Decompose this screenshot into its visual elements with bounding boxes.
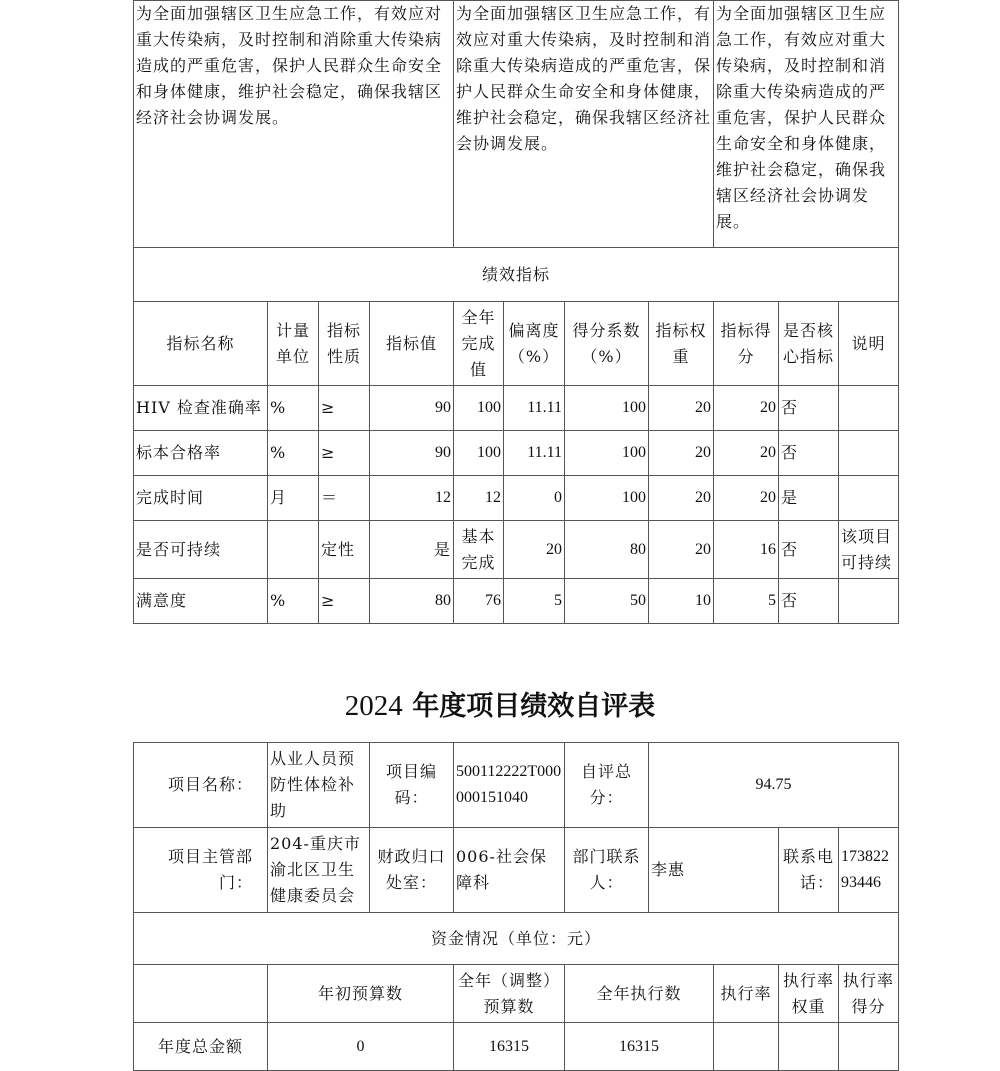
project-info-row — [134, 743, 899, 828]
completion-cell: 为全面加强辖区卫生应急工作，有效应对重大传染病，及时控制和消除重大传染病造成的严重危害，保护人民群众生命安全和身体健康，维护社会稳定，确保我辖区经济社会协调发展。 — [454, 1, 714, 248]
deviation: 11.11 — [504, 386, 565, 431]
title-text: 年度项目绩效自评表 — [402, 691, 656, 722]
coefficient: 100 — [565, 386, 649, 431]
deviation: 20 — [504, 521, 565, 579]
deviation: 0 — [504, 476, 565, 521]
note: 该项目可持续 — [839, 521, 899, 579]
nature: 定性 — [319, 521, 370, 579]
actual-value: 100 — [454, 431, 504, 476]
note — [839, 476, 899, 521]
unit: 月 — [268, 476, 319, 521]
score: 20 — [714, 431, 779, 476]
score: 20 — [714, 476, 779, 521]
contact-label: 部门联系人： — [565, 828, 649, 913]
header-cell: 得分系数（%） — [565, 302, 649, 386]
coefficient: 80 — [565, 521, 649, 579]
actual-value: 12 — [454, 476, 504, 521]
indicator-name: 是否可持续 — [134, 521, 268, 579]
unit — [268, 521, 319, 579]
coefficient: 50 — [565, 579, 649, 624]
header-cell: 年初预算数 — [268, 965, 454, 1023]
actual-value: 76 — [454, 579, 504, 624]
self-evaluation-table — [133, 742, 899, 1071]
note — [839, 386, 899, 431]
adjusted-budget: 16315 — [454, 1023, 565, 1071]
total-label: 年度总金额 — [134, 1023, 268, 1071]
annual-target-cell: 为全面加强辖区卫生应急工作，有效应对重大传染病，及时控制和消除重大传染病造成的严重危害，保护人民群众生命安全和身体健康，维护社会稳定，确保我辖区经济社会协调发展。 — [134, 1, 454, 248]
nature: ≥ — [319, 386, 370, 431]
header-cell: 指标得分 — [714, 302, 779, 386]
actual-value: 100 — [454, 386, 504, 431]
note — [839, 431, 899, 476]
table-row — [134, 386, 899, 431]
deviation: 11.11 — [504, 431, 565, 476]
funds-title: 资金情况（单位：元） — [134, 913, 899, 965]
coefficient: 100 — [565, 431, 649, 476]
note — [839, 579, 899, 624]
score: 5 — [714, 579, 779, 624]
weight: 20 — [649, 521, 714, 579]
phone: 17382293446 — [839, 828, 899, 913]
header-cell: 是否核心指标 — [779, 302, 839, 386]
header-cell: 执行率得分 — [839, 965, 899, 1023]
header-cell: 执行率权重 — [779, 965, 839, 1023]
project-name-label: 项目名称： — [134, 743, 268, 828]
page-title — [0, 684, 1000, 723]
actual-value: 基本完成 — [454, 521, 504, 579]
contact-person: 李惠 — [649, 828, 779, 913]
dept-label: 项目主管部门： — [134, 828, 268, 913]
header-cell: 指标值 — [370, 302, 454, 386]
unit: % — [268, 386, 319, 431]
funds-header-blank — [134, 965, 268, 1023]
project-code: 500112222T000000151040 — [454, 743, 565, 828]
goals-row — [134, 1, 899, 248]
nature: ＝ — [319, 476, 370, 521]
header-cell: 说明 — [839, 302, 899, 386]
self-score: 94.75 — [649, 743, 899, 828]
self-score-label: 自评总分： — [565, 743, 649, 828]
table-row — [134, 521, 899, 579]
core-flag: 否 — [779, 431, 839, 476]
project-name: 从业人员预防性体检补助 — [268, 743, 370, 828]
executed-amount: 16315 — [565, 1023, 714, 1071]
coefficient: 100 — [565, 476, 649, 521]
indicator-name: 满意度 — [134, 579, 268, 624]
table-row — [134, 431, 899, 476]
indicator-name: 完成时间 — [134, 476, 268, 521]
nature: ≥ — [319, 579, 370, 624]
rate-score — [839, 1023, 899, 1071]
perf-section-title: 绩效指标 — [134, 248, 899, 302]
table-row — [134, 1023, 899, 1071]
indicator-name: 标本合格率 — [134, 431, 268, 476]
core-flag: 是 — [779, 476, 839, 521]
weight: 20 — [649, 431, 714, 476]
target-value: 是 — [370, 521, 454, 579]
weight: 20 — [649, 476, 714, 521]
phone-label: 联系电话： — [779, 828, 839, 913]
score: 16 — [714, 521, 779, 579]
header-cell: 指标权重 — [649, 302, 714, 386]
deviation: 5 — [504, 579, 565, 624]
initial-budget: 0 — [268, 1023, 454, 1071]
header-cell: 偏离度（%） — [504, 302, 565, 386]
core-flag: 否 — [779, 521, 839, 579]
funds-header-row — [134, 965, 899, 1023]
header-cell: 全年（调整）预算数 — [454, 965, 565, 1023]
table-row — [134, 476, 899, 521]
nature: ≥ — [319, 431, 370, 476]
target-value: 80 — [370, 579, 454, 624]
header-cell: 执行率 — [714, 965, 779, 1023]
execution-rate — [714, 1023, 779, 1071]
dept: 204-重庆市渝北区卫生健康委员会 — [268, 828, 370, 913]
table-row — [134, 579, 899, 624]
weight: 10 — [649, 579, 714, 624]
project-code-label: 项目编码： — [370, 743, 454, 828]
header-cell: 指标性质 — [319, 302, 370, 386]
unit: % — [268, 579, 319, 624]
weight: 20 — [649, 386, 714, 431]
finance-office: 006-社会保障科 — [454, 828, 565, 913]
unit: % — [268, 431, 319, 476]
perf-header-row — [134, 302, 899, 386]
header-cell: 计量单位 — [268, 302, 319, 386]
score: 20 — [714, 386, 779, 431]
indicator-name: HIV 检查准确率 — [134, 386, 268, 431]
target-value: 12 — [370, 476, 454, 521]
header-cell: 全年完成值 — [454, 302, 504, 386]
header-cell: 全年执行数 — [565, 965, 714, 1023]
header-cell: 指标名称 — [134, 302, 268, 386]
dept-info-row — [134, 828, 899, 913]
deviation-cell: 为全面加强辖区卫生应急工作，有效应对重大传染病，及时控制和消除重大传染病造成的严重危害，保护人民群众生命安全和身体健康，维护社会稳定，确保我辖区经济社会协调发展。 — [714, 1, 899, 248]
finance-label: 财政归口处室： — [370, 828, 454, 913]
rate-weight — [779, 1023, 839, 1071]
title-year: 2024 — [344, 690, 403, 722]
core-flag: 否 — [779, 386, 839, 431]
target-value: 90 — [370, 386, 454, 431]
target-value: 90 — [370, 431, 454, 476]
core-flag: 否 — [779, 579, 839, 624]
performance-table — [133, 0, 899, 624]
